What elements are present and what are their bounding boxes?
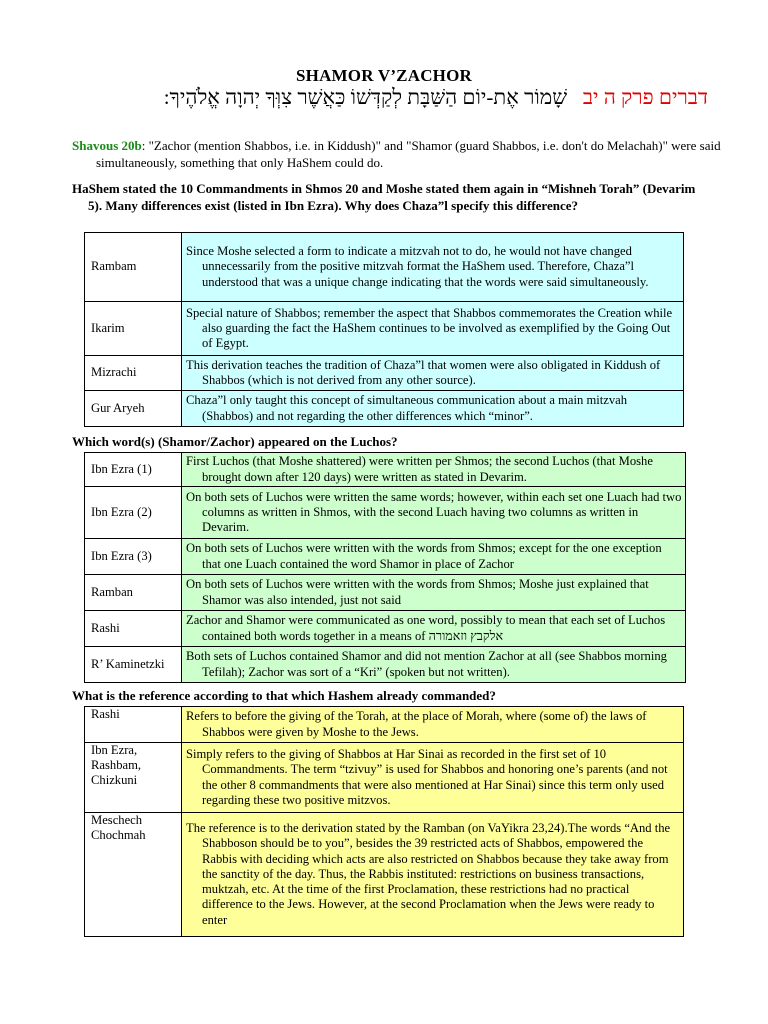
intro-paragraph bbox=[72, 138, 726, 171]
row-label: Ibn Ezra, Rashbam, Chizkuni bbox=[85, 743, 182, 813]
intro-source: Shavous 20b bbox=[72, 138, 142, 153]
table-differences bbox=[84, 232, 684, 427]
question-1: HaShem stated the 10 Commandments in Shmos 20 and Moshe stated them again in “Mishneh Torah” (Devarim 5). Many differences exist (listed in Ibn Ezra). Why does Chaza”l specify this difference? bbox=[72, 181, 696, 213]
row-text: Zachor and Shamor were communicated as one word, possibly to mean that each set of Luchos contained both words together in a means of אלקבץ וזאמורה bbox=[186, 613, 666, 643]
question-2: Which word(s) (Shamor/Zachor) appeared on the Luchos? bbox=[72, 434, 398, 449]
row-label: Rashi bbox=[85, 611, 182, 647]
row-label: Mizrachi bbox=[85, 356, 182, 391]
page-title: SHAMOR V’ZACHOR bbox=[296, 66, 472, 85]
table-luchos bbox=[84, 452, 686, 683]
row-text: First Luchos (that Moshe shattered) were written per Shmos; the second Luchos (that Moshe brought down after 120 days) were written as stated in Devarim. bbox=[186, 454, 653, 484]
row-label: Rashi bbox=[85, 707, 182, 743]
row-text: On both sets of Luchos were written with the words from Shmos; Moshe just explained that Shamor was also intended, just not said bbox=[186, 577, 649, 607]
table-row bbox=[85, 647, 686, 683]
hebrew-reference: דברים פרק ה יב bbox=[582, 85, 708, 109]
table-row bbox=[85, 575, 686, 611]
table-row bbox=[85, 487, 686, 539]
table-row bbox=[85, 539, 686, 575]
table-row bbox=[85, 453, 686, 487]
table-row bbox=[85, 391, 684, 427]
row-label: Meschech Chochmah bbox=[85, 813, 182, 937]
table-reference bbox=[84, 706, 684, 937]
row-label: Gur Aryeh bbox=[85, 391, 182, 427]
row-label: Ibn Ezra (2) bbox=[85, 487, 182, 539]
table-row bbox=[85, 743, 684, 813]
hebrew-verse: שָׁמוֹר אֶת-יוֹם הַשַּׁבָּת לְקַדְּשׁוֹ כַּאֲשֶׁר צִוְּךָ יְהוָה אֱלֹהֶיךָ: bbox=[163, 85, 568, 109]
row-text: Simply refers to the giving of Shabbos at Har Sinai as recorded in the first set of 10 Commandments. The term “tzivuy” is used for Shabbos and honoring one’s parents (and not the other 8 commandments that were also mentioned at Har Sinai) since this term only used regarding these two positive mitzvos. bbox=[186, 747, 668, 807]
table-row bbox=[85, 356, 684, 391]
row-text: Refers to before the giving of the Torah, at the place of Morah, where (some of) the laws of Shabbos were given by Moshe to the Jews. bbox=[186, 709, 647, 739]
table-row bbox=[85, 707, 684, 743]
row-text: Special nature of Shabbos; remember the aspect that Shabbos commemorates the Creation while also guarding the fact the HaShem continues to be involved as exemplified by the Going Out of Egypt. bbox=[186, 305, 673, 351]
table-row bbox=[85, 233, 684, 302]
question-3: What is the reference according to that which Hashem already commanded? bbox=[72, 688, 496, 703]
row-label: R’ Kaminetzki bbox=[85, 647, 182, 683]
row-text: On both sets of Luchos were written the same words; however, within each set one Luach had two columns as written in Shmos, with the second Luach having two columns as written in Devarim. bbox=[186, 489, 682, 535]
row-label: Ibn Ezra (3) bbox=[85, 539, 182, 575]
row-label: Rambam bbox=[85, 233, 182, 302]
table-row bbox=[85, 302, 684, 356]
row-text: The reference is to the derivation stated by the Ramban (on VaYikra 23,24).The words “And the Shabboson should be to you”, besides the 39 restricted acts of Shabbos, empowered the Rabbis with deciding which acts are also restricted on Shabbos because they take away from the sanctity of the day. Thus, the Rabbis instituted: restrictions on business transactions, muktzah, etc. At the time of the first Proclamation, these restrictions had no practical difference to the Jews. However, at the second Proclamation when the Jews were ready to enter bbox=[186, 821, 671, 927]
row-label: Ikarim bbox=[85, 302, 182, 356]
hebrew-verse-line bbox=[80, 84, 708, 110]
row-text: Chaza”l only taught this concept of simultaneous communication about a main mitzvah (Shabbos) and not regarding the other differences which “minor”. bbox=[186, 393, 628, 423]
row-label: Ibn Ezra (1) bbox=[85, 453, 182, 487]
row-text: Since Moshe selected a form to indicate a mitzvah not to do, he would not have changed unnecessarily from the positive mitzvah format the HaShem used. Therefore, Chaza”l understood that was a unique change indicating that the words were said simultaneously. bbox=[186, 244, 649, 289]
row-text: This derivation teaches the tradition of Chaza”l that women were also obligated in Kiddush of Shabbos (which is not derived from any other source). bbox=[186, 357, 661, 387]
table-row bbox=[85, 611, 686, 647]
row-text: On both sets of Luchos were written with the words from Shmos; except for the one exception that one Luach contained the word Shamor in place of Zachor bbox=[186, 541, 662, 571]
row-text: Both sets of Luchos contained Shamor and did not mention Zachor at all (see Shabbos morning Tefilah); Zachor was sort of a “Kri” (spoken but not written). bbox=[186, 649, 667, 679]
row-label: Ramban bbox=[85, 575, 182, 611]
table-row bbox=[85, 813, 684, 937]
intro-text: : "Zachor (mention Shabbos, i.e. in Kiddush)" and "Shamor (guard Shabbos, i.e. don't do Melachah)" were said simultaneously, something that only HaShem could do. bbox=[96, 138, 721, 170]
